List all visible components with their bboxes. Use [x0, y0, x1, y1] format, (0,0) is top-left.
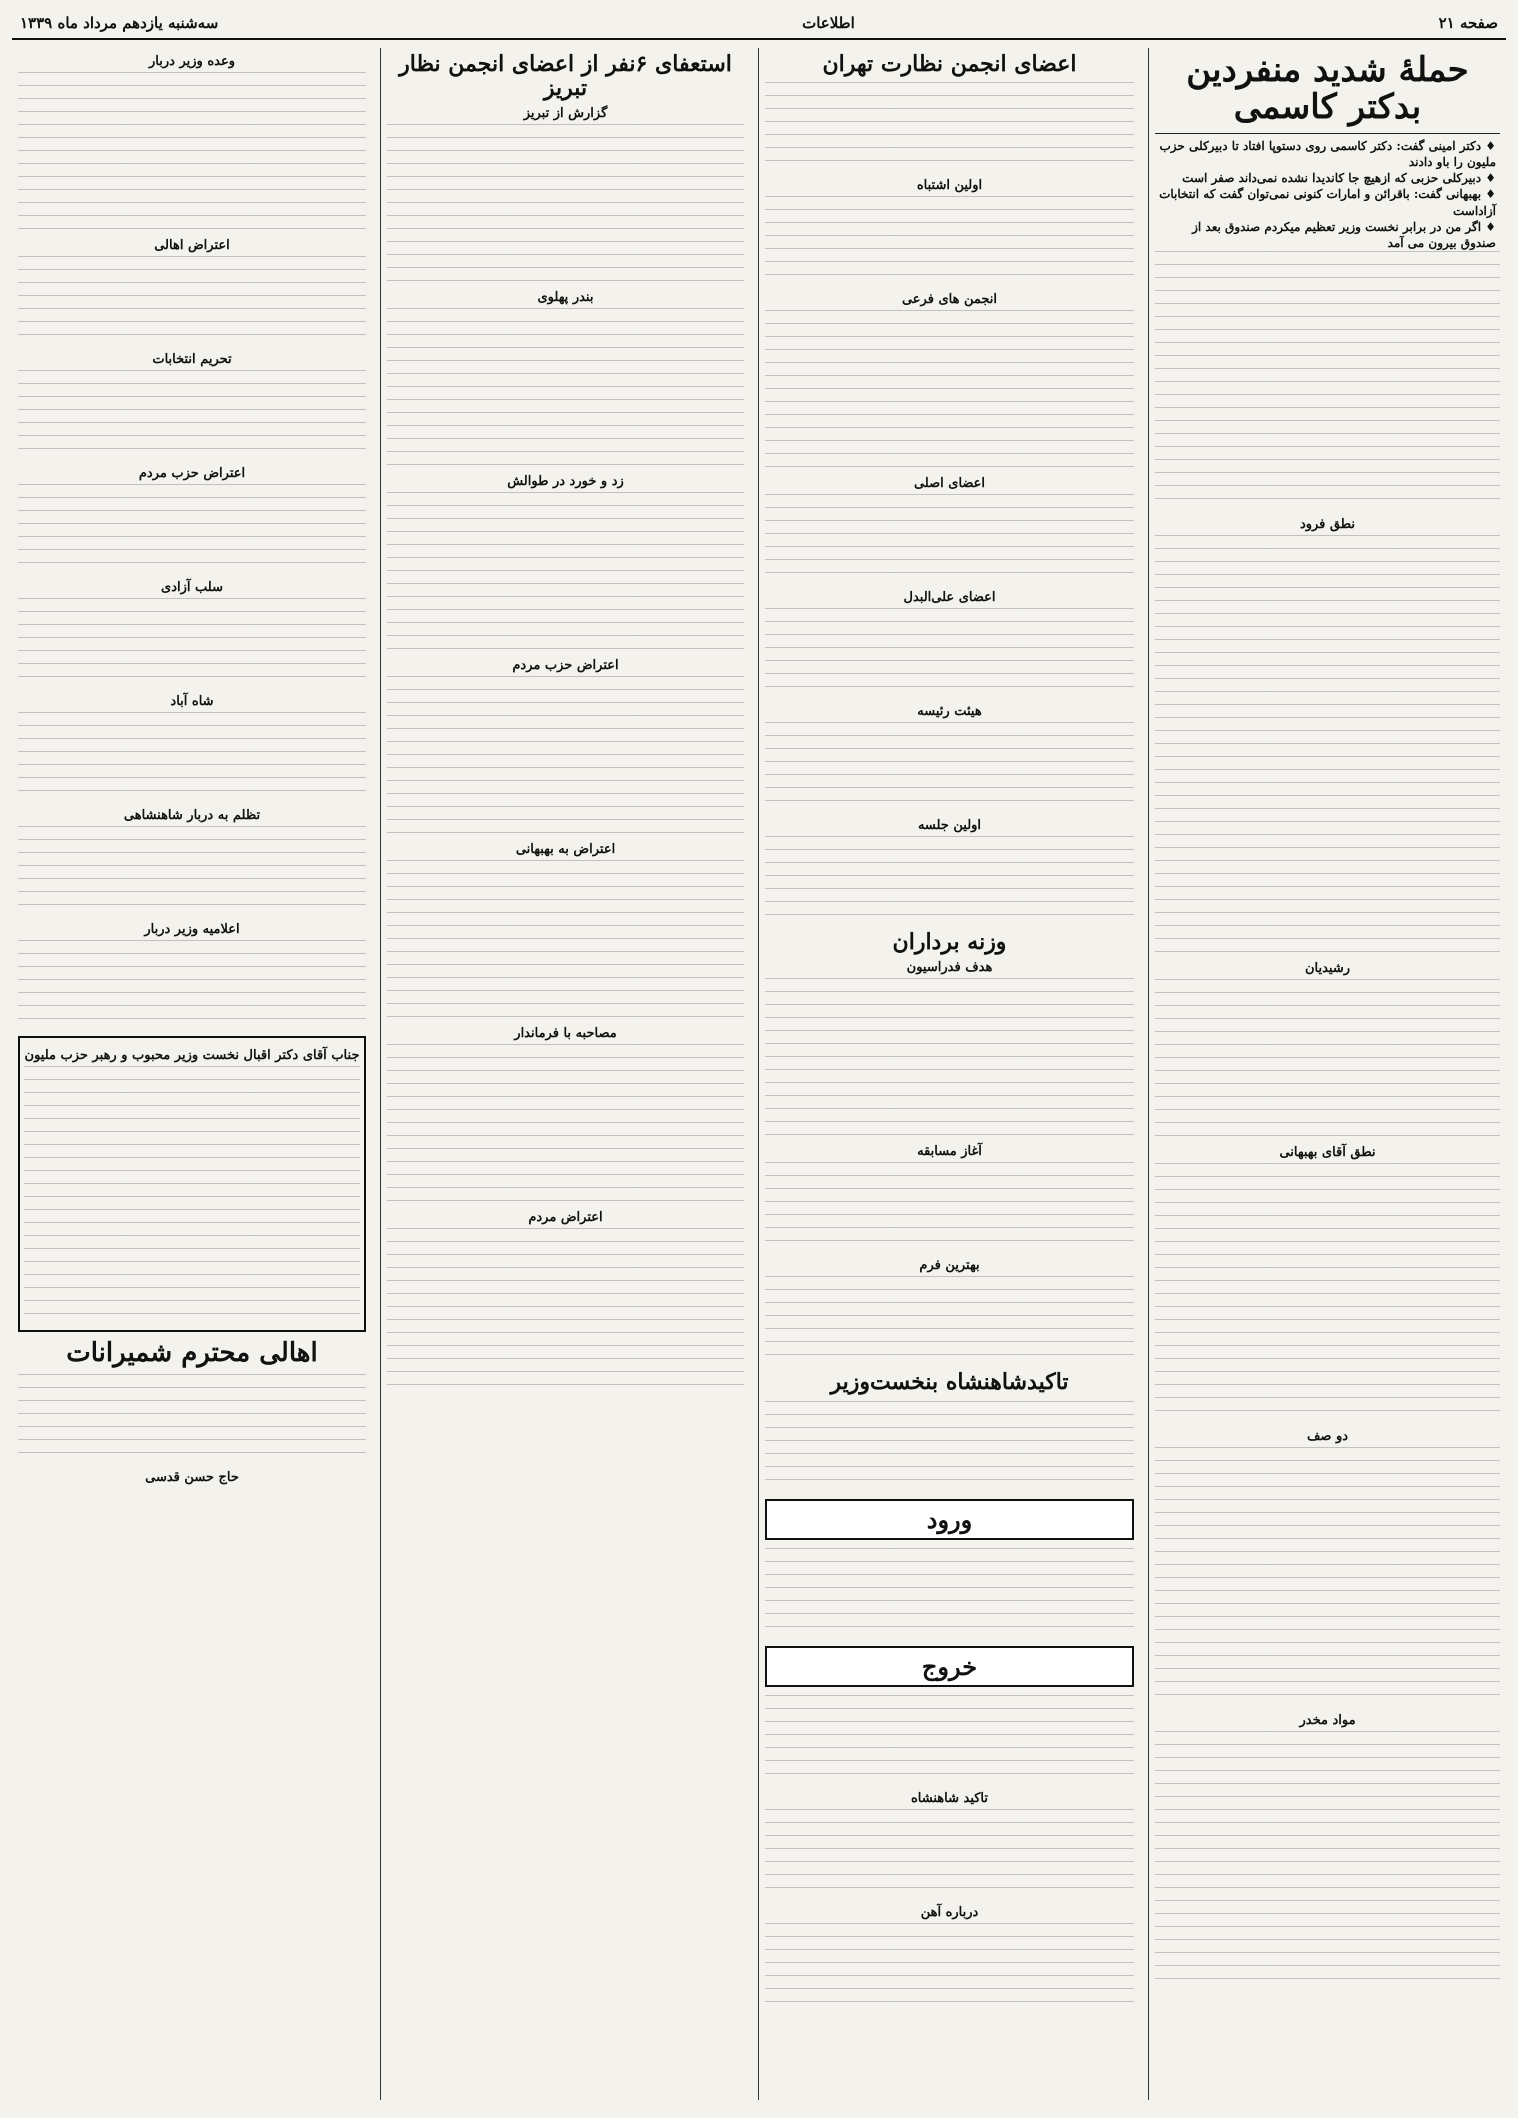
subheading: دو صف [1306, 1429, 1349, 1445]
article-text [18, 484, 366, 574]
signature-list [24, 1066, 360, 1326]
ad-signature: حاج حسن قدسی [145, 1470, 239, 1485]
subheading: اعضای علی‌البدل [903, 590, 996, 606]
article-text [765, 1809, 1134, 1899]
article-text [765, 1923, 1134, 2013]
subheading: درباره آهن [920, 1904, 979, 1920]
article-text [18, 598, 366, 688]
subheading: مصاحبه با فرماندار [514, 1026, 617, 1042]
article-text [765, 722, 1134, 812]
article-text [765, 310, 1134, 470]
subheading: شاه آباد [170, 694, 214, 709]
subheading: نطق آقای بهبهانی [1279, 1145, 1376, 1161]
article-text [765, 196, 1134, 286]
subheading: اعتراض مردم [528, 1210, 603, 1226]
article-text [765, 978, 1134, 1138]
article-text [387, 124, 744, 284]
subheading: بهترین فرم [919, 1258, 980, 1274]
article-text [765, 494, 1134, 584]
subheading: آغاز مسابقه [917, 1144, 982, 1160]
article-text [1155, 1731, 1500, 1991]
notice-box [18, 1036, 366, 1332]
arrivals-box: ورود [765, 1499, 1134, 1540]
column-3 [380, 48, 750, 2100]
issue-date: سه‌شنبه یازدهم مرداد ماه ۱۳۳۹ [20, 14, 219, 32]
subheading: اعتراض حزب مردم [138, 466, 246, 481]
article-text [387, 492, 744, 652]
subheading: اعتراض حزب مردم [512, 658, 619, 674]
article-text [387, 676, 744, 836]
subheading: اعتراض به بهبهانی [515, 842, 616, 858]
article-text [1155, 979, 1500, 1139]
subheading: اولین جلسه [917, 818, 982, 834]
subheading: اولین اشتباه [916, 178, 983, 194]
article-text [18, 826, 366, 916]
headline-kasemi: حملهٔ شدید منفردین بدکتر کاسمی [1186, 50, 1469, 128]
column-1 [1148, 48, 1506, 2100]
subheading: اعلامیه وزیر دربار [144, 922, 240, 937]
notice-title: جناب آقای دکتر اقبال نخست وزیر محبوب و رهبر حزب ملیون [24, 1048, 360, 1063]
column-4 [12, 48, 372, 2100]
article-text [1155, 535, 1500, 955]
ad-text [18, 1374, 366, 1464]
article-text [387, 1228, 744, 1388]
article-text [1155, 251, 1500, 511]
article-text [18, 940, 366, 1030]
article-text [765, 608, 1134, 698]
article-text [18, 72, 366, 232]
article-text [765, 82, 1134, 172]
article-text [765, 1162, 1134, 1252]
article-text [1155, 1447, 1500, 1707]
subheading: اعتراض اهالی [154, 238, 230, 253]
article-text [765, 836, 1134, 926]
headline-weightlifters: وزنه برداران [892, 929, 1007, 956]
article-text [387, 1044, 744, 1204]
headline-shah-emphasis: تاکیدشاهنشاه بنخست‌وزیر [830, 1369, 1069, 1396]
article-text [18, 256, 366, 346]
subheading: زد و خورد در طوالش [507, 474, 624, 490]
headline-tabriz-resignation: استعفای ۶نفر از اعضای انجمن نظار تبریز [399, 51, 732, 102]
subheading: تاکید شاهنشاه [910, 1790, 989, 1806]
article-text [1155, 1163, 1500, 1423]
subheading: نطق فرود [1299, 517, 1356, 533]
article-text [18, 370, 366, 460]
subheading: بندر پهلوی [537, 290, 594, 306]
subheading: هدف فدراسیون [906, 960, 993, 976]
masthead [12, 8, 1506, 40]
subheading: رشیدیان [1304, 961, 1351, 977]
subheading: سلب آزادی [161, 580, 223, 595]
subheading: تحریم انتخابات [152, 352, 232, 367]
headline-tehran-board: اعضای انجمن نظارت تهران [822, 51, 1077, 77]
article-text [765, 1401, 1134, 1491]
newspaper-page [12, 8, 1506, 2108]
page-number: صفحه ۲۱ [1438, 14, 1498, 32]
subheading: مواد مخدر [1299, 1713, 1356, 1729]
article-text [387, 860, 744, 1020]
headline-bullets: ♦ دکتر امینی گفت: دکتر کاسمی روی دستوپا افتاد تا دبیرکلی حزب ملیون را باو دادند ♦ دبیرکلی حزبی که ازهیچ جا کاندیدا نشده نمی‌داند صفر است ♦ بهبهانی گفت: باقرائن و امارات کنونی نمی‌توان گفت که انتخابات آزاداست ♦ اگر من در برابر نخست وزیر تعظیم میکردم صندوق بعد از صندوق بیرون می آمد [1155, 138, 1500, 251]
column-2 [758, 48, 1140, 2100]
subheading: هیئت رئیسه [917, 704, 982, 720]
subheading: اعضای اصلی [913, 476, 986, 492]
subheading: انجمن های فرعی [901, 292, 998, 308]
article-text [18, 712, 366, 802]
paper-name: اطلاعات [802, 14, 855, 32]
subheading: تظلم به دربار شاهنشاهی [123, 808, 261, 823]
subheading: گزارش از تبریز [523, 106, 608, 122]
article-text [765, 1695, 1134, 1785]
subheading: وعده وزیر دربار [149, 54, 235, 69]
article-text [387, 308, 744, 468]
ad-title: اهالی محترم شمیرانات [66, 1338, 318, 1368]
departures-box: خروج [765, 1646, 1134, 1687]
article-text [765, 1276, 1134, 1366]
article-text [765, 1548, 1134, 1638]
